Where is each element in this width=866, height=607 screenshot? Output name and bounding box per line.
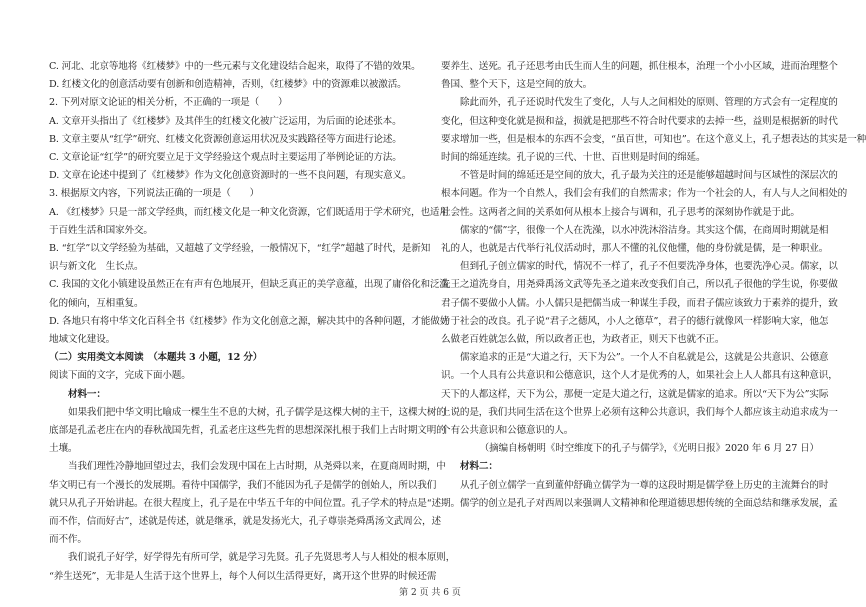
right-column xyxy=(441,58,866,513)
text-line: C. 河北、北京等地将《红楼梦》中的一些元素与文化建设结合起来，取得了不错的效果。 xyxy=(49,61,421,72)
text-line: 儒家的“儒”字，很像一个人在洗澡，以水冲洗沐浴洁身。其实这个儒，在商周时期就是相 xyxy=(460,224,829,236)
text-line: 时间的绵延连续。孔子说的三代、十世、百世则是时间的绵延。 xyxy=(441,152,706,164)
text-line: A. 《红楼梦》只是一部文学经典，而红楼文化是一种文化资源，它们既适用于学术研究，也适用 xyxy=(49,206,449,218)
text-line: 华文明已有一个漫长的发展期。看待中国儒学，我们不能因为孔子是儒学的创始人，所以我们 xyxy=(49,479,437,491)
text-line: 化的倾向，互相重复。 xyxy=(49,297,144,309)
text-line: 根本问题。作为一个自然人，我们会有我们的自然需求；作为一个社会的人，有人与人之间相处的 xyxy=(441,188,848,200)
text-line: 先王之道洗身自，用尧舜禹汤文武等先圣之道来改变我们自己，所以孔子很他的学生说，你要做 xyxy=(441,279,838,291)
text-line: 要养生、送死。孔子还思考由氏生而人生的问题，抓住根本，治理一个小小区域，进而治理整个 xyxy=(441,61,838,72)
text-line: 材料二： xyxy=(460,461,498,473)
page-number: 第 2 页 共 6 页 xyxy=(399,588,461,598)
text-line: 我们说孔子好学，好学得先有所可学，就是学习先贤。孔子先贤思考人与人相处的根本原则， xyxy=(68,552,456,564)
text-line: 材料一： xyxy=(68,388,106,400)
text-line: 阅读下面的文字，完成下面小题。 xyxy=(49,370,191,382)
text-line: 如果我们把中华文明比喻成一棵生生不息的大树，孔子儒学是这棵大树的主干，这棵大树的 xyxy=(68,406,446,418)
text-line: 上说的是，我们共同生活在这个世界上必须有这种公共意识，我们每个人都应该主动追求成为一 xyxy=(441,406,838,418)
text-line: B. “红学”以文学经验为基础，又超越了文学经验，一般情况下，“红学”超越了时代，是新知 xyxy=(49,243,431,255)
text-line: 于百姓生活和国家外交。 xyxy=(49,224,153,236)
text-line: 地域文化建设。 xyxy=(49,334,116,346)
text-line: 期。儒学的创立是孔子对西周以来强调人文精神和伦理道德思想传统的全面总结和继承发展，孟 xyxy=(441,497,838,509)
text-line: 从孔子创立儒学一直到董仲舒确立儒学为一尊的这段时期是儒学登上历史的主流舞台的时 xyxy=(460,479,829,491)
text-line: 天下的人都这样，天下为公，那便一定是大道之行，这就是儒家的追求。所以“天下为公”实际 xyxy=(441,388,829,400)
text-line: 土壤。 xyxy=(49,443,78,455)
text-line: 识。一个人具有公共意识和公德意识，这个人才是优秀的人，如果社会上人人都具有这种意识， xyxy=(441,370,838,382)
text-line: （摘编自杨朝明《时空维度下的孔子与儒学》，《光明日报》2020 年 6 月 27 日） xyxy=(479,443,819,455)
left-column xyxy=(49,58,456,586)
text-line: 个有公共意识和公德意识的人。 xyxy=(441,425,574,437)
text-line: 儒家追求的正是“大道之行，天下为公”。一个人不自私就是公，这就是公共意识、公德意 xyxy=(460,352,829,364)
text-line: C. 我国的文化小镇建设虽然正在有声有色地展开，但缺乏真正的美学意蕴，出现了庸俗化和泛滥 xyxy=(49,279,449,291)
text-line: 礼的人，也就是古代举行礼仪活动时，那人不懂的礼仪他懂，他的身份就是儒，是一种职业。 xyxy=(441,243,829,255)
text-line: 变化，但这种变化就是损和益，损就是把那些不符合时代要求的去掉一些，益则是根据新的时代 xyxy=(441,115,838,127)
text-line: 但到孔子创立儒家的时代，情况不一样了，孔子不但要洗净身体，也要洗净心灵。儒家，以 xyxy=(460,261,838,273)
text-line: 识与新文化 生长点。 xyxy=(49,261,144,273)
text-line: 当我们理性冷静地回望过去，我们会发现中国在上古时期，从尧舜以来，在夏商周时期，中 xyxy=(68,461,446,473)
text-line: D. 红楼文化的创意活动要有创新和创造精神，否则，《红楼梦》中的资源难以被激活。 xyxy=(49,79,407,91)
text-line: 就只从孔子开始讲起。在很大程度上，孔子是在中华五千年的中间位置。孔子学术的特点是“述 xyxy=(49,497,441,509)
text-line: 君子儒不要做小人儒。小人儒只是把儒当成一种谋生手段，而君子儒应该致力于素养的提升，致 xyxy=(441,297,838,309)
text-line: 底部是孔孟老庄在内的春秋战国先哲，孔孟老庄这些先哲的思想深深扎根于我们上古时期文明的 xyxy=(49,425,446,437)
text-line: 不管是时间的绵延还是空间的放大，孔子最为关注的还是能够超越时间与区域性的深层次的 xyxy=(460,170,838,182)
text-line: C. 文章论证“红学”的研究要立足于文学经验这个观点时主要运用了举例论证的方法。 xyxy=(49,152,402,164)
text-line: 而不作，信而好古”，述就是传述，就是继承，就是发扬光大，孔子尊崇尧舜禹汤文武周公，述 xyxy=(49,516,441,528)
text-line: 社会性。这两者之间的关系如何从根本上接合与调和，孔子思考的深刻协作就是于此。 xyxy=(441,206,800,218)
text-line: D. 各地只有将中华文化百科全书《红楼梦》作为文化创意之源，解决其中的各种问题，才能做好 xyxy=(49,315,450,327)
text-line: 鲁国、整个天下，这是空间的放大。 xyxy=(441,79,593,91)
text-line: （二）实用类文本阅读 （本题共 3 小题，12 分） xyxy=(49,352,263,364)
text-line: 么做老百姓就怎么做，所以政者正也，为政者正，则天下也就不正。 xyxy=(441,334,725,346)
text-line: 要求增加一些，但是根本的东西不会变，“虽百世，可知也”。在这个意义上，孔子想表达的其实是一种 xyxy=(441,133,866,145)
text-line: “养生送死”，无非是人生活于这个世界上，每个人何以生活得更好，离开这个世界的时候还需 xyxy=(49,570,437,582)
text-line: 2. 下列对原文论证的相关分析，不正确的一项是（ ） xyxy=(49,97,288,109)
text-line: B. 文章主要从“红学”研究、红楼文化资源创意运用状况及实践路径等方面进行论述。 xyxy=(49,133,402,145)
text-line: 而不作。 xyxy=(49,534,87,546)
text-line: 3. 根据原文内容，下列说法正确的一项是（ ） xyxy=(49,188,260,200)
text-line: 力于社会的改良。孔子说“君子之德风，小人之德草”，君子的德行就像风一样影响大家，他怎 xyxy=(441,315,829,327)
text-line: D. 文章在论述中提到了《红楼梦》作为文化创意资源时的一些不良问题，有现实意义。 xyxy=(49,170,412,182)
text-line: A. 文章开头指出了《红楼梦》及其伴生的红楼文化被广泛运用，为后面的论述张本。 xyxy=(49,115,402,127)
text-line: 除此而外，孔子还说时代发生了变化，人与人之间相处的原则、管理的方式会有一定程度的 xyxy=(460,97,838,109)
